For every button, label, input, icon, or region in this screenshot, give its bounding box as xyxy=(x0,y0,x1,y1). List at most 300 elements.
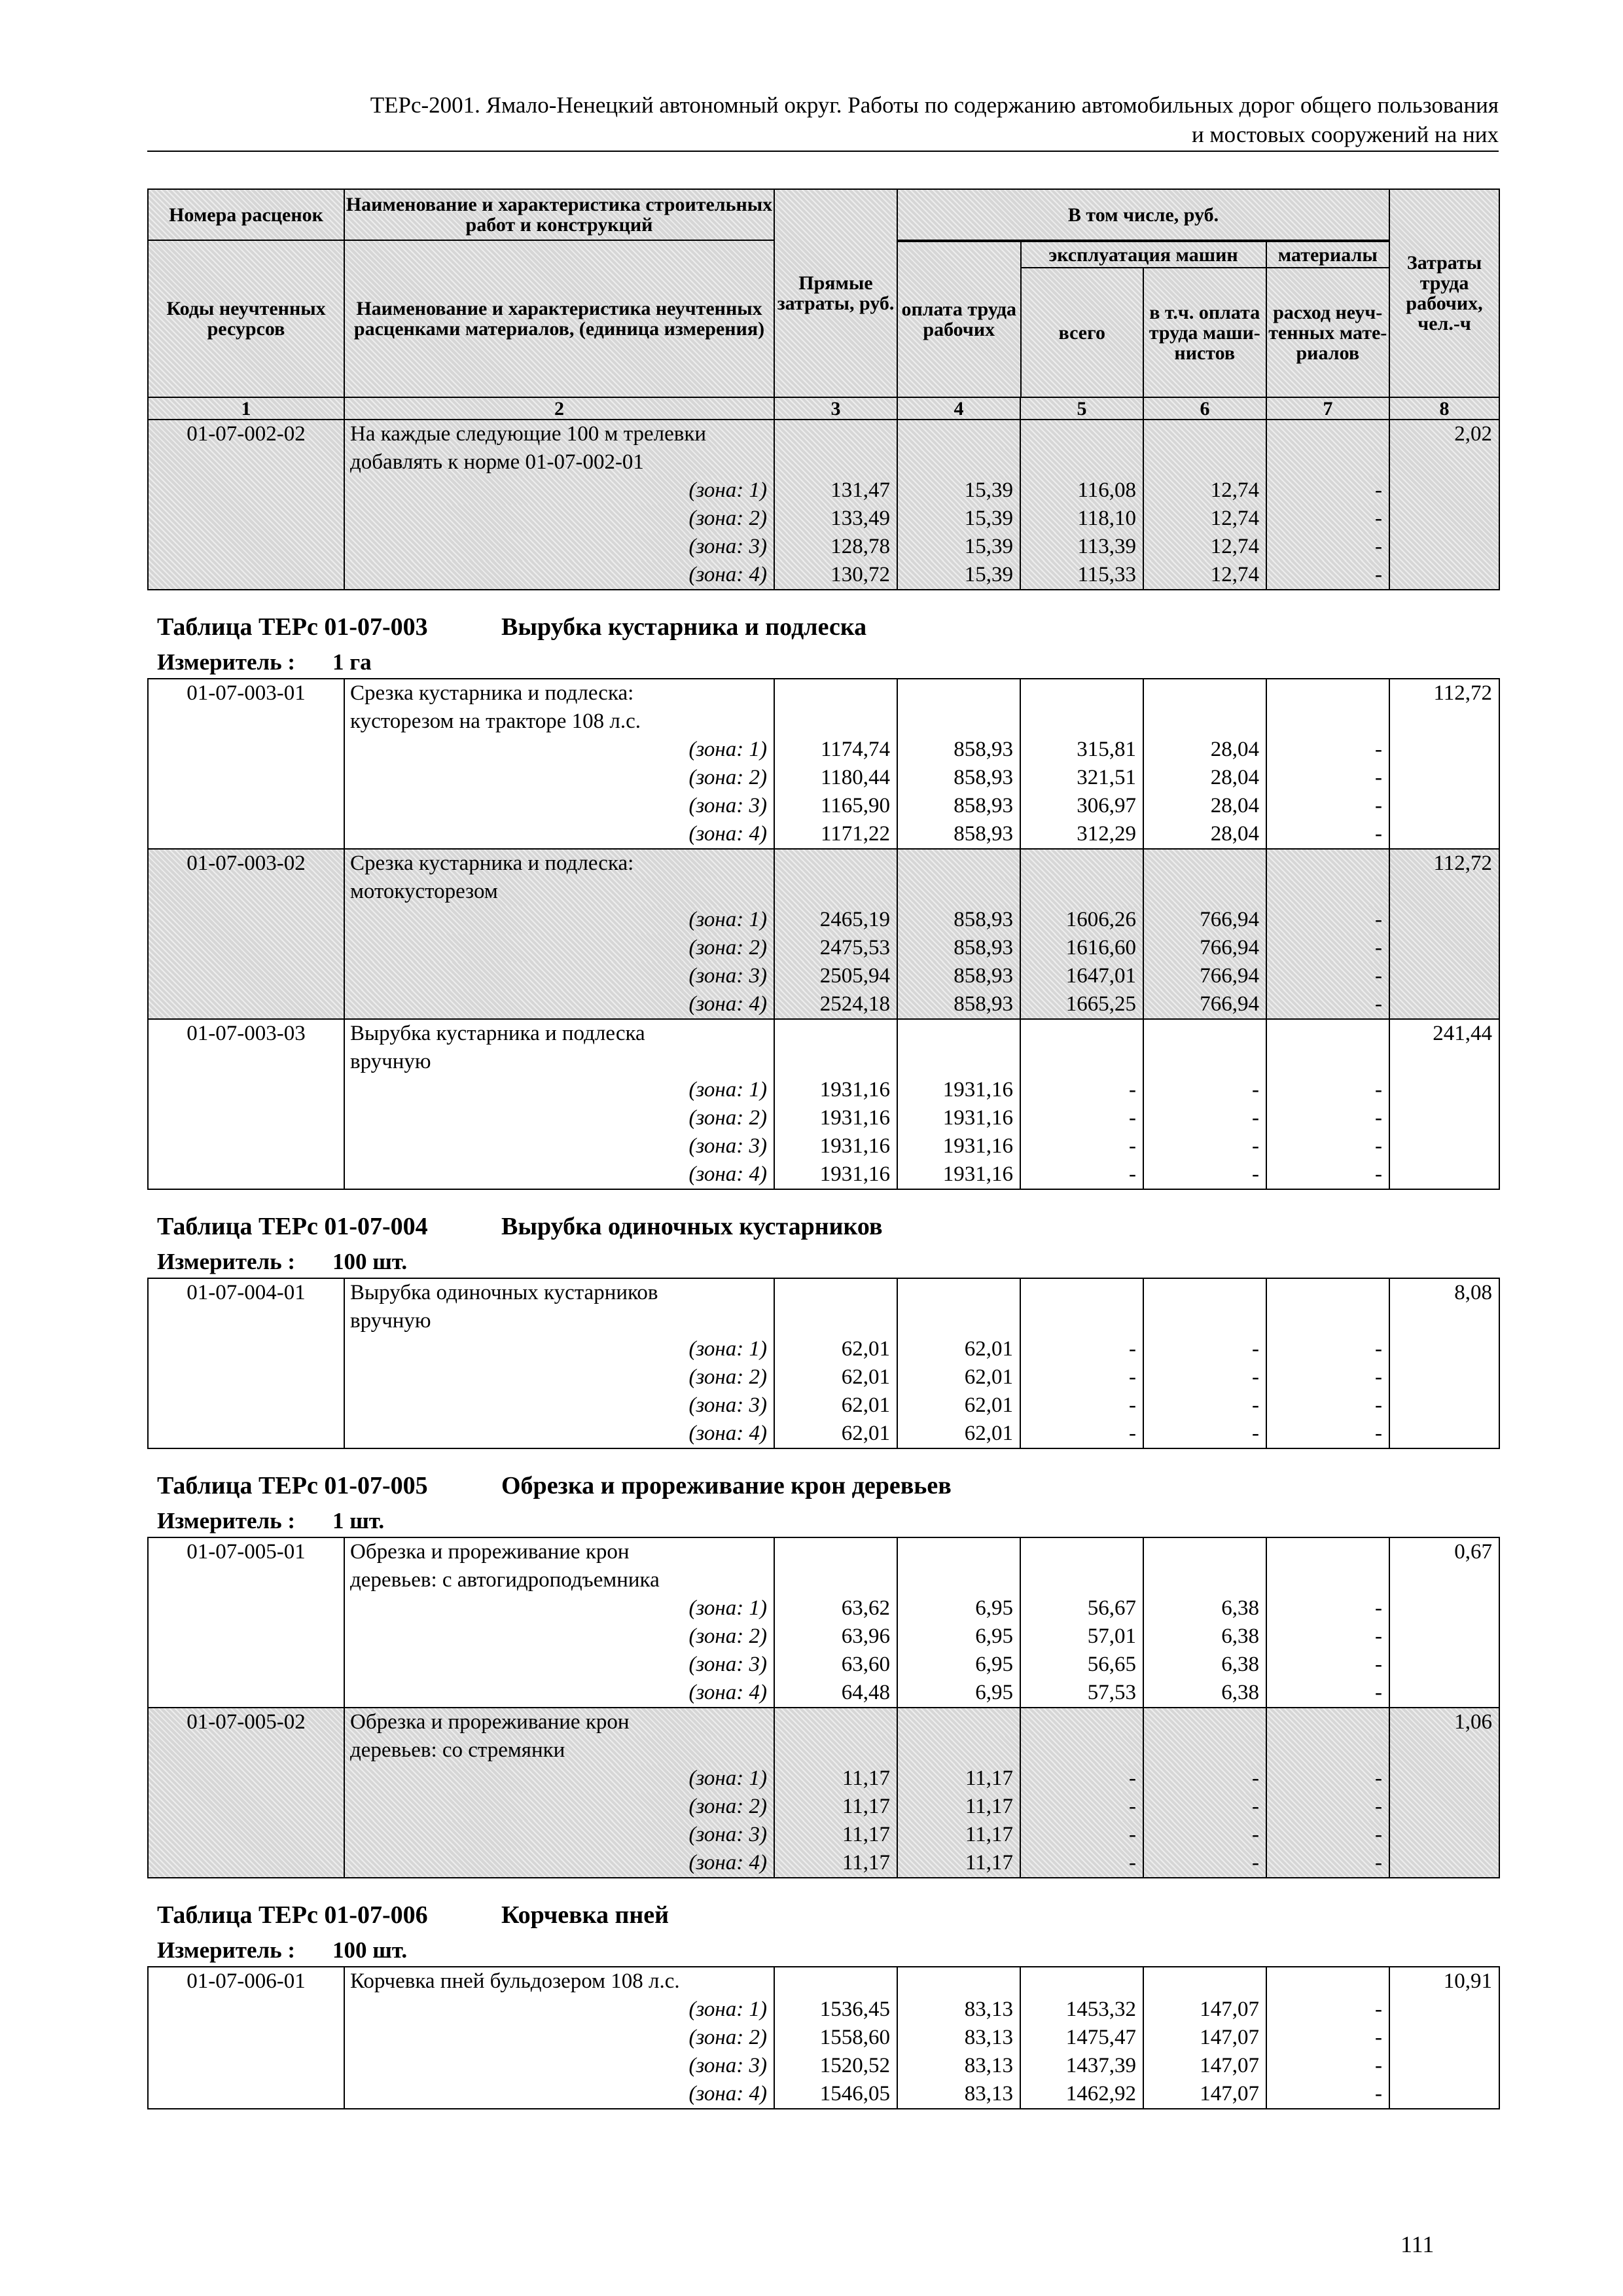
empty-cell xyxy=(774,448,897,476)
rate-name: добавлять к норме 01-07-002-01 xyxy=(344,448,774,476)
rate-name: кусторезом на тракторе 108 л.с. xyxy=(344,708,774,736)
empty-cell xyxy=(1020,1708,1143,1736)
cost-value: 63,62 xyxy=(774,1594,897,1623)
col2-top-header: Наименование и характеристика строительных работ и конструкций xyxy=(344,189,774,240)
name-row xyxy=(148,1566,1499,1594)
empty-cell xyxy=(1020,448,1143,476)
cost-value: 1931,16 xyxy=(774,1160,897,1189)
cost-value: - xyxy=(1143,1363,1266,1391)
cost-value: - xyxy=(1266,2024,1389,2052)
cost-value: 12,74 xyxy=(1143,476,1266,505)
cost-value: - xyxy=(1266,561,1389,590)
cost-value: - xyxy=(1266,1594,1389,1623)
zone-row xyxy=(148,934,1499,962)
cost-value: - xyxy=(1266,820,1389,849)
empty-cell xyxy=(1143,1708,1266,1736)
cost-value: - xyxy=(1143,1420,1266,1448)
unit-line xyxy=(147,1249,1499,1278)
empty-cell xyxy=(774,1736,897,1765)
unit-label: Измеритель : xyxy=(157,1508,296,1534)
rate-code: 01-07-005-02 xyxy=(148,1708,344,1878)
cost-value: 147,07 xyxy=(1143,1996,1266,2024)
empty-cell xyxy=(1266,1048,1389,1076)
cost-value: 766,94 xyxy=(1143,934,1266,962)
empty-cell xyxy=(897,679,1020,708)
cost-value: 133,49 xyxy=(774,505,897,533)
cost-value: - xyxy=(1266,962,1389,990)
cost-value: 11,17 xyxy=(774,1821,897,1849)
empty-cell xyxy=(1020,1278,1143,1307)
table-caption xyxy=(147,1471,1499,1508)
cost-value: 12,74 xyxy=(1143,561,1266,590)
name-row xyxy=(148,1307,1499,1335)
cost-value: 6,38 xyxy=(1143,1651,1266,1679)
zone-label: (зона: 4) xyxy=(344,820,774,849)
empty-cell xyxy=(897,1307,1020,1335)
column-number: 6 xyxy=(1143,397,1266,420)
zone-row xyxy=(148,1793,1499,1821)
empty-cell xyxy=(1266,679,1389,708)
empty-cell xyxy=(897,878,1020,906)
zone-row xyxy=(148,505,1499,533)
zone-label: (зона: 3) xyxy=(344,1391,774,1420)
empty-cell xyxy=(1020,1967,1143,1996)
cost-value: 11,17 xyxy=(897,1849,1020,1878)
zone-label: (зона: 2) xyxy=(344,2024,774,2052)
cost-value: 62,01 xyxy=(774,1420,897,1448)
cost-value: 1180,44 xyxy=(774,764,897,792)
zone-label: (зона: 4) xyxy=(344,1420,774,1448)
name-row xyxy=(148,1019,1499,1048)
cost-value: - xyxy=(1266,906,1389,934)
zone-label: (зона: 1) xyxy=(344,1765,774,1793)
cost-value: - xyxy=(1266,1765,1389,1793)
empty-cell xyxy=(1143,849,1266,878)
empty-cell xyxy=(1143,1537,1266,1566)
name-row xyxy=(148,1967,1499,1996)
rate-name: Срезка кустарника и подлеска: xyxy=(344,679,774,708)
cost-value: 63,60 xyxy=(774,1651,897,1679)
empty-cell xyxy=(1020,420,1143,448)
empty-cell xyxy=(897,1278,1020,1307)
cost-value: 6,95 xyxy=(897,1623,1020,1651)
zone-label: (зона: 4) xyxy=(344,1849,774,1878)
including-header: В том числе, руб. xyxy=(897,189,1389,240)
empty-cell xyxy=(774,1537,897,1566)
zone-row xyxy=(148,1849,1499,1878)
cost-value: 306,97 xyxy=(1020,792,1143,820)
empty-cell xyxy=(1266,1537,1389,1566)
cost-value: 6,38 xyxy=(1143,1679,1266,1708)
rate-name: деревьев: с автогидроподъемника xyxy=(344,1566,774,1594)
cost-value: 83,13 xyxy=(897,1996,1020,2024)
zone-label: (зона: 4) xyxy=(344,1160,774,1189)
cost-value: 28,04 xyxy=(1143,792,1266,820)
empty-cell xyxy=(1266,1708,1389,1736)
zone-label: (зона: 1) xyxy=(344,736,774,764)
cost-value: - xyxy=(1020,1104,1143,1132)
cost-value: - xyxy=(1020,1765,1143,1793)
cost-value: 766,94 xyxy=(1143,906,1266,934)
cost-value: 858,93 xyxy=(897,934,1020,962)
zone-row xyxy=(148,1391,1499,1420)
unit-line xyxy=(147,1508,1499,1537)
zone-row xyxy=(148,2080,1499,2109)
cost-value: 858,93 xyxy=(897,990,1020,1019)
cost-value: 766,94 xyxy=(1143,990,1266,1019)
cost-value: - xyxy=(1266,476,1389,505)
cost-value: - xyxy=(1143,1391,1266,1420)
page-number: 111 xyxy=(1400,2231,1435,2257)
empty-cell xyxy=(774,1048,897,1076)
cost-value: 62,01 xyxy=(774,1391,897,1420)
zone-row xyxy=(148,561,1499,590)
cost-value: 321,51 xyxy=(1020,764,1143,792)
rate-name: Вырубка одиночных кустарников xyxy=(344,1278,774,1307)
unit-line xyxy=(147,1937,1499,1966)
name-row xyxy=(148,1708,1499,1736)
cost-value: 1462,92 xyxy=(1020,2080,1143,2109)
subheader-block xyxy=(897,240,1389,397)
cost-value: - xyxy=(1020,1076,1143,1104)
zone-label: (зона: 1) xyxy=(344,906,774,934)
rate-name: Обрезка и прореживание крон xyxy=(344,1708,774,1736)
cost-value: 1931,16 xyxy=(897,1104,1020,1132)
materials-header: материалы xyxy=(1266,242,1389,268)
cost-value: 83,13 xyxy=(897,2080,1020,2109)
cost-value: 131,47 xyxy=(774,476,897,505)
table-title: Обрезка и прореживание крон деревьев xyxy=(501,1472,952,1499)
cost-value: 11,17 xyxy=(774,1849,897,1878)
zone-label: (зона: 3) xyxy=(344,533,774,561)
table-number: Таблица ТЕРс 01-07-005 xyxy=(157,1472,428,1499)
column-number-row xyxy=(148,397,1499,420)
rate-table xyxy=(147,1278,1500,1449)
cost-value: - xyxy=(1020,1132,1143,1160)
zone-label: (зона: 2) xyxy=(344,1363,774,1391)
cost-value: 12,74 xyxy=(1143,533,1266,561)
unit-line xyxy=(147,649,1499,678)
cost-value: 1931,16 xyxy=(897,1132,1020,1160)
cost-value: - xyxy=(1266,2080,1389,2109)
cost-value: - xyxy=(1020,1160,1143,1189)
cost-value: 858,93 xyxy=(897,792,1020,820)
cost-value: 147,07 xyxy=(1143,2080,1266,2109)
zone-row xyxy=(148,2024,1499,2052)
col2-bottom-header: Наименование и характеристика неучтенных расценками материалов, (единица измерения) xyxy=(344,240,774,397)
cost-value: 116,08 xyxy=(1020,476,1143,505)
zone-label: (зона: 1) xyxy=(344,1996,774,2024)
cost-value: 15,39 xyxy=(897,476,1020,505)
unit-label: Измеритель : xyxy=(157,649,296,675)
empty-cell xyxy=(774,679,897,708)
rate-code: 01-07-005-01 xyxy=(148,1537,344,1708)
cost-value: - xyxy=(1266,792,1389,820)
machines-header: эксплуатация машин xyxy=(1021,242,1266,268)
zone-label: (зона: 1) xyxy=(344,1594,774,1623)
cost-value: 62,01 xyxy=(897,1363,1020,1391)
column-number: 4 xyxy=(897,397,1020,420)
cost-value: - xyxy=(1143,1335,1266,1363)
empty-cell xyxy=(774,1278,897,1307)
cost-value: 28,04 xyxy=(1143,736,1266,764)
cost-value: 62,01 xyxy=(897,1335,1020,1363)
cost-value: - xyxy=(1143,1821,1266,1849)
cost-value: - xyxy=(1266,1679,1389,1708)
cost-value: - xyxy=(1020,1335,1143,1363)
zone-row xyxy=(148,820,1499,849)
zone-label: (зона: 3) xyxy=(344,2052,774,2080)
labor-value: 8,08 xyxy=(1389,1278,1499,1448)
labor-value: 10,91 xyxy=(1389,1967,1499,2109)
column-number: 5 xyxy=(1020,397,1143,420)
zone-label: (зона: 4) xyxy=(344,1679,774,1708)
cost-value: 83,13 xyxy=(897,2024,1020,2052)
cost-value: 11,17 xyxy=(897,1793,1020,1821)
cost-value: 1536,45 xyxy=(774,1996,897,2024)
empty-cell xyxy=(1020,1019,1143,1048)
cost-value: 6,95 xyxy=(897,1594,1020,1623)
empty-cell xyxy=(897,1967,1020,1996)
zone-row xyxy=(148,1420,1499,1448)
cost-value: 28,04 xyxy=(1143,764,1266,792)
cost-value: 1931,16 xyxy=(897,1160,1020,1189)
table-caption xyxy=(147,1212,1499,1249)
cost-value: 1616,60 xyxy=(1020,934,1143,962)
rate-code: 01-07-003-01 xyxy=(148,679,344,849)
zone-row xyxy=(148,533,1499,561)
empty-cell xyxy=(1143,1278,1266,1307)
rate-table xyxy=(147,420,1500,590)
empty-cell xyxy=(1020,1048,1143,1076)
empty-cell xyxy=(1143,1048,1266,1076)
col1-top-header: Номера расценок xyxy=(148,189,344,240)
cost-value: - xyxy=(1266,1160,1389,1189)
cost-value: 130,72 xyxy=(774,561,897,590)
unit-label: Измеритель : xyxy=(157,1249,296,1274)
cost-value: - xyxy=(1266,736,1389,764)
cost-value: 858,93 xyxy=(897,764,1020,792)
labor-value: 2,02 xyxy=(1389,420,1499,590)
cost-value: 128,78 xyxy=(774,533,897,561)
zone-label: (зона: 4) xyxy=(344,2080,774,2109)
table-title: Вырубка одиночных кустарников xyxy=(501,1213,883,1240)
cost-value: 2465,19 xyxy=(774,906,897,934)
rate-name: Корчевка пней бульдозером 108 л.с. xyxy=(344,1967,774,1996)
running-header xyxy=(147,90,1499,152)
zone-row xyxy=(148,2052,1499,2080)
zone-row xyxy=(148,990,1499,1019)
rate-table xyxy=(147,678,1500,1190)
empty-cell xyxy=(1266,1967,1389,1996)
cost-value: 1453,32 xyxy=(1020,1996,1143,2024)
zone-row xyxy=(148,1623,1499,1651)
rate-code: 01-07-004-01 xyxy=(148,1278,344,1448)
cost-value: - xyxy=(1266,1623,1389,1651)
empty-cell xyxy=(1143,420,1266,448)
column-number: 8 xyxy=(1389,397,1499,420)
empty-cell xyxy=(1266,878,1389,906)
zone-label: (зона: 1) xyxy=(344,1335,774,1363)
zone-row xyxy=(148,906,1499,934)
empty-cell xyxy=(1020,1736,1143,1765)
zone-row xyxy=(148,1821,1499,1849)
cost-value: - xyxy=(1143,1849,1266,1878)
cost-value: - xyxy=(1266,1391,1389,1420)
cost-value: - xyxy=(1266,764,1389,792)
cost-value: 1665,25 xyxy=(1020,990,1143,1019)
zone-label: (зона: 4) xyxy=(344,990,774,1019)
column-number: 2 xyxy=(344,397,774,420)
cost-value: 1931,16 xyxy=(897,1076,1020,1104)
rate-name: Вырубка кустарника и подлеска xyxy=(344,1019,774,1048)
cost-value: - xyxy=(1266,934,1389,962)
cost-value: - xyxy=(1266,505,1389,533)
cost-value: 11,17 xyxy=(774,1765,897,1793)
zone-label: (зона: 2) xyxy=(344,934,774,962)
cost-value: - xyxy=(1020,1420,1143,1448)
cost-value: - xyxy=(1020,1793,1143,1821)
rate-code: 01-07-002-02 xyxy=(148,420,344,590)
empty-cell xyxy=(774,1566,897,1594)
cost-value: 6,38 xyxy=(1143,1623,1266,1651)
cost-value: - xyxy=(1020,1821,1143,1849)
cost-value: 83,13 xyxy=(897,2052,1020,2080)
document-body xyxy=(147,188,1499,2109)
empty-cell xyxy=(1266,448,1389,476)
cost-value: - xyxy=(1266,1793,1389,1821)
cost-value: 11,17 xyxy=(897,1821,1020,1849)
empty-cell xyxy=(774,1967,897,1996)
cost-value: - xyxy=(1266,1132,1389,1160)
cost-value: 15,39 xyxy=(897,561,1020,590)
zone-row xyxy=(148,736,1499,764)
zone-row xyxy=(148,792,1499,820)
labor-value: 0,67 xyxy=(1389,1537,1499,1708)
cost-value: 15,39 xyxy=(897,505,1020,533)
zone-label: (зона: 3) xyxy=(344,1651,774,1679)
zone-row xyxy=(148,1335,1499,1363)
cost-value: 1931,16 xyxy=(774,1132,897,1160)
cost-value: - xyxy=(1143,1793,1266,1821)
empty-cell xyxy=(1020,679,1143,708)
cost-value: 62,01 xyxy=(897,1420,1020,1448)
unit-label: Измеритель : xyxy=(157,1937,296,1963)
cost-value: 62,01 xyxy=(774,1335,897,1363)
empty-cell xyxy=(1020,1537,1143,1566)
rate-code: 01-07-003-03 xyxy=(148,1019,344,1189)
empty-cell xyxy=(774,849,897,878)
zone-row xyxy=(148,1363,1499,1391)
zone-label: (зона: 3) xyxy=(344,962,774,990)
rate-table xyxy=(147,1966,1500,2109)
header-line-2: и мостовых сооружений на них xyxy=(1192,122,1499,147)
col1-bottom-header: Коды неучтенных ресурсов xyxy=(148,240,344,397)
cost-value: - xyxy=(1143,1160,1266,1189)
zone-label: (зона: 3) xyxy=(344,792,774,820)
column-number: 1 xyxy=(148,397,344,420)
empty-cell xyxy=(1266,420,1389,448)
rate-code: 01-07-003-02 xyxy=(148,849,344,1019)
empty-cell xyxy=(774,708,897,736)
empty-cell xyxy=(1020,1566,1143,1594)
zone-label: (зона: 2) xyxy=(344,764,774,792)
cost-value: - xyxy=(1266,1076,1389,1104)
empty-cell xyxy=(897,849,1020,878)
cost-value: - xyxy=(1266,1363,1389,1391)
table-caption xyxy=(147,613,1499,649)
name-row xyxy=(148,1537,1499,1566)
empty-cell xyxy=(774,1019,897,1048)
empty-cell xyxy=(1143,708,1266,736)
cost-value: 6,95 xyxy=(897,1651,1020,1679)
table-title: Корчевка пней xyxy=(501,1901,669,1929)
cost-value: 2475,53 xyxy=(774,934,897,962)
cost-value: - xyxy=(1266,1821,1389,1849)
rate-name: вручную xyxy=(344,1048,774,1076)
cost-value: 56,65 xyxy=(1020,1651,1143,1679)
cost-value: - xyxy=(1266,1849,1389,1878)
labor-cost-header: Затраты труда рабочих, чел.-ч xyxy=(1389,189,1499,397)
cost-value: - xyxy=(1266,1651,1389,1679)
empty-cell xyxy=(774,878,897,906)
cost-value: 1546,05 xyxy=(774,2080,897,2109)
rate-name: вручную xyxy=(344,1307,774,1335)
cost-value: - xyxy=(1020,1849,1143,1878)
materials-consumption-header: расход неуч-тенных мате-риалов xyxy=(1266,268,1389,397)
empty-cell xyxy=(1020,849,1143,878)
empty-cell xyxy=(1266,1736,1389,1765)
empty-cell xyxy=(1266,1019,1389,1048)
cost-value: 57,01 xyxy=(1020,1623,1143,1651)
cost-value: 11,17 xyxy=(774,1793,897,1821)
zone-row xyxy=(148,1076,1499,1104)
labor-value: 1,06 xyxy=(1389,1708,1499,1878)
cost-value: 62,01 xyxy=(774,1363,897,1391)
empty-cell xyxy=(1020,708,1143,736)
empty-cell xyxy=(1266,1566,1389,1594)
header-line-1: ТЕРс-2001. Ямало-Ненецкий автономный округ. Работы по содержанию автомобильных дорог общего пользования xyxy=(370,92,1499,118)
cost-value: 858,93 xyxy=(897,736,1020,764)
cost-value: 1931,16 xyxy=(774,1076,897,1104)
cost-value: 6,95 xyxy=(897,1679,1020,1708)
cost-value: 1606,26 xyxy=(1020,906,1143,934)
zone-label: (зона: 2) xyxy=(344,1623,774,1651)
cost-value: - xyxy=(1020,1363,1143,1391)
cost-value: 858,93 xyxy=(897,820,1020,849)
rate-table xyxy=(147,1537,1500,1878)
rate-name: На каждые следующие 100 м трелевки xyxy=(344,420,774,448)
table-title: Вырубка кустарника и подлеска xyxy=(501,613,867,641)
cost-value: - xyxy=(1266,1420,1389,1448)
cost-value: 1171,22 xyxy=(774,820,897,849)
rate-code: 01-07-006-01 xyxy=(148,1967,344,2109)
direct-cost-header: Прямые затраты, руб. xyxy=(774,189,897,397)
labor-value: 112,72 xyxy=(1389,679,1499,849)
cost-value: 57,53 xyxy=(1020,1679,1143,1708)
cost-value: 1437,39 xyxy=(1020,2052,1143,2080)
empty-cell xyxy=(1020,878,1143,906)
cost-value: 62,01 xyxy=(897,1391,1020,1420)
name-row xyxy=(148,708,1499,736)
cost-value: 64,48 xyxy=(774,1679,897,1708)
table-number: Таблица ТЕРс 01-07-004 xyxy=(157,1213,428,1240)
cost-value: - xyxy=(1143,1104,1266,1132)
zone-row xyxy=(148,1594,1499,1623)
cost-value: 312,29 xyxy=(1020,820,1143,849)
zone-row xyxy=(148,962,1499,990)
table-caption xyxy=(147,1901,1499,1937)
